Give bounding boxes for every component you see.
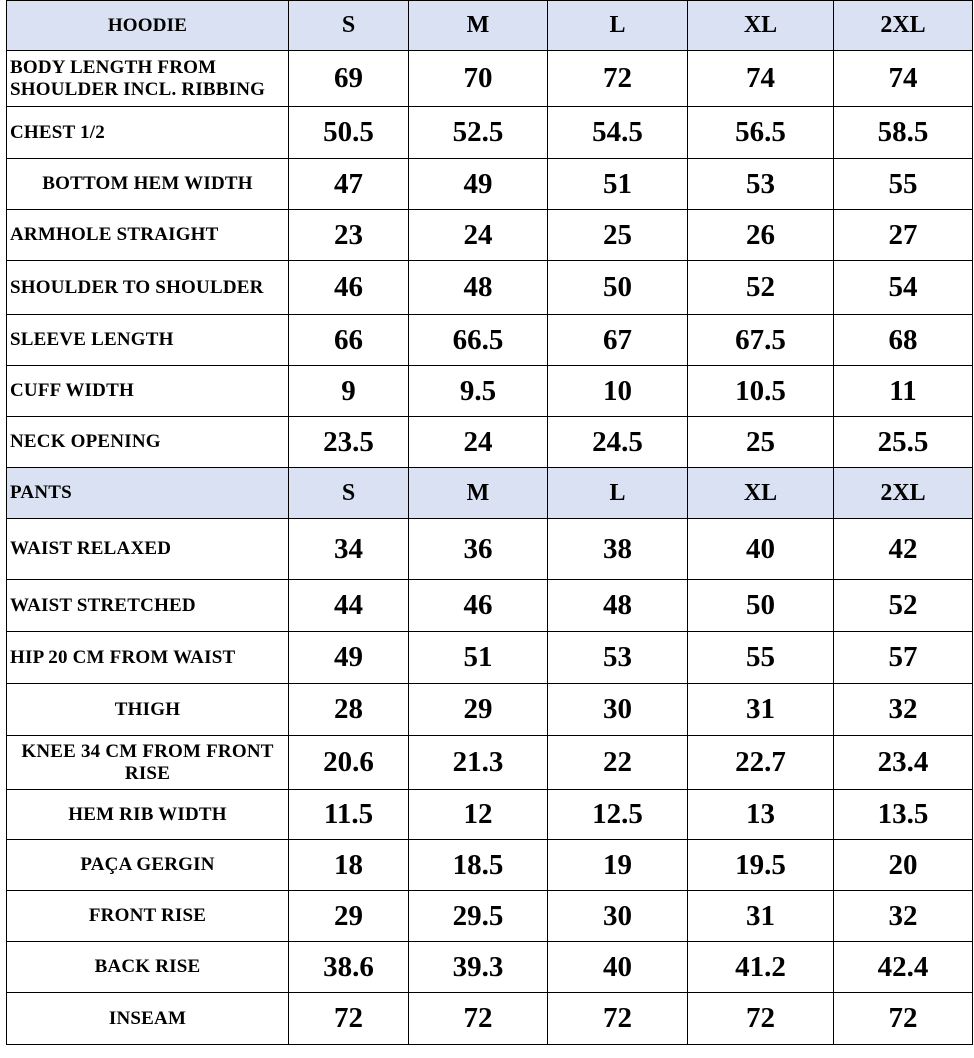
pants-size-value: 72 [548,993,688,1045]
pants-size-value: 72 [834,993,973,1045]
hoodie-size-value: 24.5 [548,417,688,468]
hoodie-size-value: 26 [688,210,834,261]
pants-size-value: 55 [688,632,834,684]
pants-row [7,993,973,1045]
pants-size-value: 51 [409,632,548,684]
pants-size-value: 39.3 [409,942,548,993]
hoodie-size-value: 69 [289,51,409,107]
pants-size-value: 20.6 [289,736,409,790]
hoodie-size-value: 66 [289,315,409,366]
hoodie-size-value: 9 [289,366,409,417]
hoodie-header-row [7,1,973,51]
hoodie-size-header: M [409,1,548,51]
pants-size-value: 28 [289,684,409,736]
hoodie-size-value: 67.5 [688,315,834,366]
pants-row [7,580,973,632]
pants-row [7,840,973,891]
pants-size-value: 40 [688,519,834,580]
hoodie-size-value: 50.5 [289,107,409,159]
size-chart-table [6,0,973,1045]
pants-size-header: 2XL [834,468,973,519]
hoodie-size-value: 54 [834,261,973,315]
pants-size-value: 30 [548,891,688,942]
hoodie-size-value: 66.5 [409,315,548,366]
pants-measurement-label: HEM RIB WIDTH [7,790,289,840]
hoodie-size-value: 56.5 [688,107,834,159]
hoodie-row [7,261,973,315]
hoodie-size-value: 10.5 [688,366,834,417]
pants-size-value: 19.5 [688,840,834,891]
pants-size-value: 42.4 [834,942,973,993]
pants-size-value: 44 [289,580,409,632]
hoodie-measurement-label: SLEEVE LENGTH [7,315,289,366]
hoodie-size-value: 70 [409,51,548,107]
pants-size-value: 29 [409,684,548,736]
pants-size-header: L [548,468,688,519]
pants-size-value: 11.5 [289,790,409,840]
pants-size-value: 12 [409,790,548,840]
hoodie-size-value: 68 [834,315,973,366]
hoodie-size-value: 58.5 [834,107,973,159]
hoodie-size-value: 67 [548,315,688,366]
pants-size-value: 40 [548,942,688,993]
pants-measurement-label: WAIST RELAXED [7,519,289,580]
hoodie-size-value: 48 [409,261,548,315]
hoodie-row [7,159,973,210]
pants-size-value: 50 [688,580,834,632]
pants-size-value: 72 [289,993,409,1045]
hoodie-size-value: 53 [688,159,834,210]
pants-row [7,736,973,790]
hoodie-size-value: 74 [688,51,834,107]
pants-size-value: 34 [289,519,409,580]
hoodie-size-header: 2XL [834,1,973,51]
pants-measurement-label: HIP 20 CM FROM WAIST [7,632,289,684]
pants-header-row [7,468,973,519]
hoodie-size-value: 72 [548,51,688,107]
pants-size-value: 38 [548,519,688,580]
hoodie-size-value: 54.5 [548,107,688,159]
pants-size-header: XL [688,468,834,519]
hoodie-size-value: 10 [548,366,688,417]
hoodie-measurement-label: BOTTOM HEM WIDTH [7,159,289,210]
pants-size-value: 72 [688,993,834,1045]
pants-row [7,891,973,942]
hoodie-measurement-label: CUFF WIDTH [7,366,289,417]
pants-measurement-label: PAÇA GERGIN [7,840,289,891]
pants-size-header: S [289,468,409,519]
size-chart-body [7,1,973,1045]
pants-size-value: 29.5 [409,891,548,942]
pants-size-value: 57 [834,632,973,684]
hoodie-measurement-label: NECK OPENING [7,417,289,468]
pants-size-value: 41.2 [688,942,834,993]
pants-size-value: 31 [688,891,834,942]
pants-measurement-label: FRONT RISE [7,891,289,942]
pants-size-value: 18.5 [409,840,548,891]
hoodie-size-header: XL [688,1,834,51]
hoodie-size-header: L [548,1,688,51]
pants-size-value: 46 [409,580,548,632]
hoodie-size-value: 50 [548,261,688,315]
pants-row [7,942,973,993]
hoodie-size-value: 51 [548,159,688,210]
pants-size-header: M [409,468,548,519]
hoodie-section-title: HOODIE [7,1,289,51]
pants-section-title: PANTS [7,468,289,519]
hoodie-size-value: 49 [409,159,548,210]
hoodie-size-value: 23 [289,210,409,261]
hoodie-size-value: 11 [834,366,973,417]
pants-size-value: 21.3 [409,736,548,790]
pants-measurement-label: BACK RISE [7,942,289,993]
hoodie-row [7,107,973,159]
pants-size-value: 12.5 [548,790,688,840]
hoodie-measurement-label: ARMHOLE STRAIGHT [7,210,289,261]
pants-size-value: 31 [688,684,834,736]
pants-size-value: 52 [834,580,973,632]
hoodie-size-value: 46 [289,261,409,315]
pants-row [7,519,973,580]
hoodie-size-value: 27 [834,210,973,261]
hoodie-size-value: 24 [409,417,548,468]
hoodie-size-value: 24 [409,210,548,261]
pants-size-value: 30 [548,684,688,736]
pants-size-value: 38.6 [289,942,409,993]
pants-size-value: 13 [688,790,834,840]
pants-size-value: 20 [834,840,973,891]
pants-measurement-label: INSEAM [7,993,289,1045]
pants-size-value: 22.7 [688,736,834,790]
pants-size-value: 36 [409,519,548,580]
pants-size-value: 42 [834,519,973,580]
hoodie-size-value: 9.5 [409,366,548,417]
hoodie-size-value: 47 [289,159,409,210]
pants-row [7,790,973,840]
hoodie-row [7,51,973,107]
pants-size-value: 48 [548,580,688,632]
pants-size-value: 19 [548,840,688,891]
pants-size-value: 32 [834,891,973,942]
hoodie-size-value: 52 [688,261,834,315]
pants-measurement-label: THIGH [7,684,289,736]
hoodie-measurement-label: BODY LENGTH FROM SHOULDER INCL. RIBBING [7,51,289,107]
hoodie-size-value: 55 [834,159,973,210]
pants-size-value: 22 [548,736,688,790]
pants-size-value: 53 [548,632,688,684]
hoodie-size-value: 52.5 [409,107,548,159]
pants-row [7,684,973,736]
pants-size-value: 23.4 [834,736,973,790]
hoodie-row [7,417,973,468]
hoodie-size-value: 23.5 [289,417,409,468]
hoodie-size-value: 25 [548,210,688,261]
pants-size-value: 13.5 [834,790,973,840]
pants-measurement-label: WAIST STRETCHED [7,580,289,632]
pants-size-value: 49 [289,632,409,684]
hoodie-size-header: S [289,1,409,51]
pants-size-value: 32 [834,684,973,736]
pants-size-value: 72 [409,993,548,1045]
pants-size-value: 18 [289,840,409,891]
pants-size-value: 29 [289,891,409,942]
hoodie-measurement-label: SHOULDER TO SHOULDER [7,261,289,315]
pants-measurement-label: KNEE 34 CM FROM FRONT RISE [7,736,289,790]
hoodie-row [7,210,973,261]
pants-row [7,632,973,684]
hoodie-size-value: 74 [834,51,973,107]
hoodie-row [7,315,973,366]
hoodie-size-value: 25 [688,417,834,468]
hoodie-row [7,366,973,417]
hoodie-size-value: 25.5 [834,417,973,468]
hoodie-measurement-label: CHEST 1/2 [7,107,289,159]
